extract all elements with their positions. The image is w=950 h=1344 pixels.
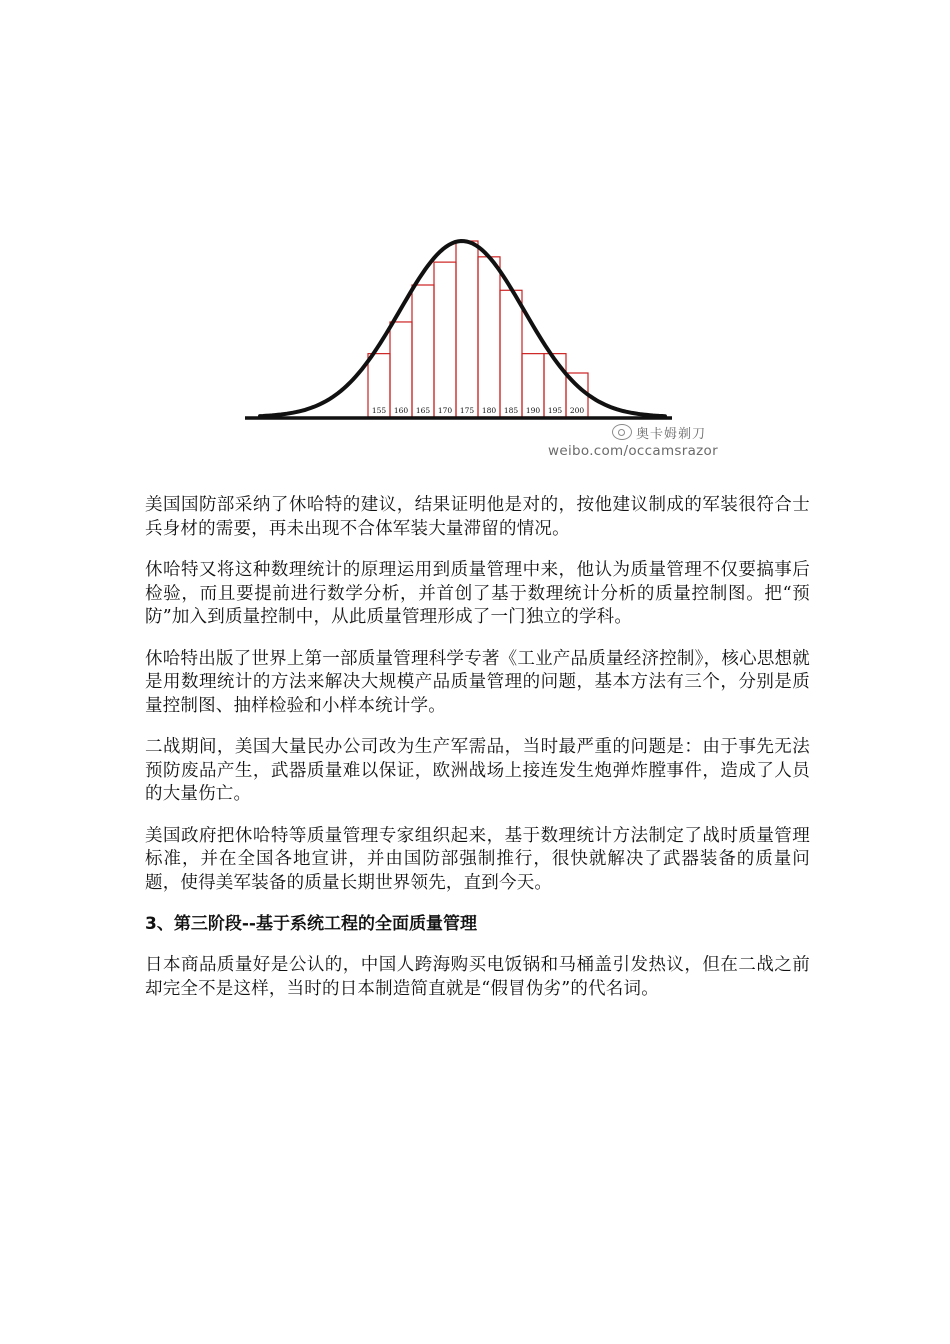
paragraph-6: 日本商品质量好是公认的，中国人跨海购买电饭锅和马桶盖引发热议，但在二战之前却完全不是这样，当时的日本制造简直就是“假冒伪劣”的代名词。 <box>145 955 810 999</box>
section-heading: 3、第三阶段--基于系统工程的全面质量管理 <box>145 914 477 934</box>
tick-label-185: 185 <box>503 406 519 415</box>
paragraph-5: 美国政府把休哈特等质量管理专家组织起来，基于数理统计方法制定了战时质量管理标准，并在全国各地宣讲，并由国防部强制推行，很快就解决了武器装备的质量问题，使得美军装备的质量长期世界领先，直到今天。 <box>145 825 810 893</box>
watermark-name-row <box>612 422 732 442</box>
bar-160 <box>390 322 412 417</box>
weibo-watermark <box>548 422 732 459</box>
bar-185 <box>500 290 522 417</box>
tick-label-160: 160 <box>393 406 409 415</box>
watermark-url: weibo.com/occamsrazor <box>548 443 718 459</box>
tick-label-155: 155 <box>371 406 387 415</box>
tick-label-170: 170 <box>437 406 453 415</box>
paragraph-1: 美国国防部采纳了休哈特的建议，结果证明他是对的，按他建议制成的军装很符合士兵身材的需要，再未出现不合体军装大量滞留的情况。 <box>145 495 810 539</box>
paragraph-3: 休哈特出版了世界上第一部质量管理科学专著《工业产品质量经济控制》，核心思想就是用数理统计的方法来解决大规模产品质量管理的问题，基本方法有三个，分别是质量控制图、抽样检验和小样本统计学。 <box>145 648 810 716</box>
tick-label-165: 165 <box>415 406 431 415</box>
watermark-name: 奥卡姆剃刀 <box>636 426 707 442</box>
tick-label-195: 195 <box>547 406 563 415</box>
bars-layer <box>368 241 588 417</box>
tick-label-180: 180 <box>481 406 497 415</box>
bar-170 <box>434 262 456 417</box>
bar-175 <box>456 241 478 417</box>
bell-curve <box>260 241 665 416</box>
article-body <box>145 494 810 1019</box>
tick-label-190: 190 <box>525 406 541 415</box>
weibo-logo-icon <box>612 424 632 440</box>
paragraph-4: 二战期间，美国大量民办公司改为生产军需品，当时最严重的问题是：由于事先无法预防废品产生，武器质量难以保证，欧洲战场上接连发生炮弹炸膛事件，造成了人员的大量伤亡。 <box>145 737 810 804</box>
tick-label-175: 175 <box>459 406 475 415</box>
bar-180 <box>478 257 500 417</box>
paragraph-2: 休哈特又将这种数理统计的原理运用到质量管理中来，他认为质量管理不仅要搞事后检验，而且要提前进行数学分析，并首创了基于数理统计分析的质量控制图。把“预防”加入到质量控制中，从此质量管理形成了一门独立的学科。 <box>145 560 810 627</box>
tick-label-200: 200 <box>569 406 585 415</box>
bar-165 <box>412 285 434 417</box>
